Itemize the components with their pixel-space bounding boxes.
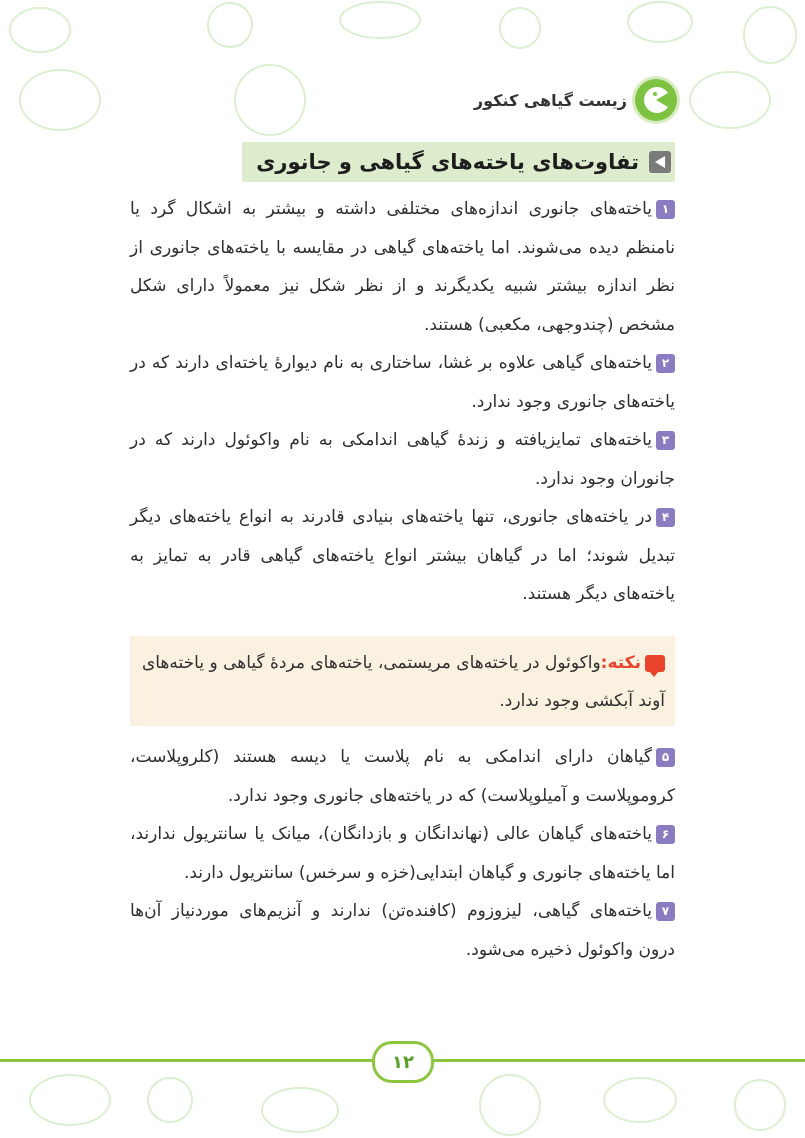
item-text: یاخته‌های جانوری اندازه‌های مختلفی داشته و بیشتر به اشکال گرد یا نامنظم دیده می‌شوند. اما یاخته‌های گیاهی در مقایسه با یاخته‌های جانوری از نظر اندازه بیشتر شبیه یکدیگرند و از نظر شکل نیز معمولاً دارای شکل مشخص (چندوجهی، مکعبی) هستند.	[130, 199, 675, 335]
chapter-title: زیست گیاهی کنکور	[473, 90, 627, 110]
list-item	[130, 815, 675, 892]
item-text: گیاهان دارای اندامکی به نام پلاست یا دیسه هستند (کلروپلاست، کروموپلاست و آمیلوپلاست) که در یاخته‌های جانوری وجود ندارد.	[130, 747, 675, 806]
play-marker-icon	[649, 151, 671, 173]
item-number: ۳	[656, 431, 675, 450]
item-number: ۲	[656, 354, 675, 373]
page-number: ۱۲	[372, 1041, 434, 1083]
item-number: ۴	[656, 508, 675, 527]
item-text: در یاخته‌های جانوری، تنها یاخته‌های بنیادی قادرند به انواع یاخته‌های دیگر تبدیل شوند؛ اما در گیاهان بیشتر انواع یاخته‌های گیاهی قادر به تمایز به یاخته‌های دیگر هستند.	[130, 507, 675, 604]
note-label: نکته:	[600, 653, 641, 673]
content-part2	[130, 738, 675, 969]
item-text: یاخته‌های گیاهی، لیزوزوم (کافنده‌تن) ندارند و آنزیم‌های موردنیاز آن‌ها درون واکوئول ذخیره می‌شود.	[130, 901, 675, 960]
section-title: تفاوت‌های یاخته‌های گیاهی و جانوری	[256, 150, 639, 174]
list-item	[130, 421, 675, 498]
list-item	[130, 738, 675, 815]
item-text: یاخته‌های گیاهان عالی (نهاندانگان و بازدانگان)، میانک یا سانتریول ندارند، اما یاخته‌های جانوری و گیاهان ابتدایی(خزه و سرخس) سانتریول دارند.	[130, 824, 675, 883]
list-item	[130, 498, 675, 614]
item-text: یاخته‌های گیاهی علاوه بر غشا، ساختاری به نام دیوارۀ یاخته‌ای دارند که در یاخته‌های جانوری وجود ندارد.	[130, 353, 675, 412]
list-item	[130, 190, 675, 344]
pacman-icon	[635, 79, 677, 121]
note-box	[130, 636, 675, 726]
chapter-header	[474, 78, 677, 122]
item-number: ۶	[656, 825, 675, 844]
content-part1	[130, 190, 675, 614]
note-text: واکوئول در یاخته‌های مریستمی، یاخته‌های مردۀ گیاهی و یاخته‌های آوند آبکشی وجود ندارد.	[141, 653, 665, 711]
item-number: ۱	[656, 200, 675, 219]
item-number: ۷	[656, 902, 675, 921]
speech-bubble-icon	[645, 655, 665, 672]
section-heading	[242, 142, 675, 182]
item-text: یاخته‌های تمایزیافته و زندۀ گیاهی اندامکی به نام واکوئول دارند که در جانوران وجود ندارد.	[130, 430, 675, 489]
list-item	[130, 344, 675, 421]
item-number: ۵	[656, 748, 675, 767]
list-item	[130, 892, 675, 969]
